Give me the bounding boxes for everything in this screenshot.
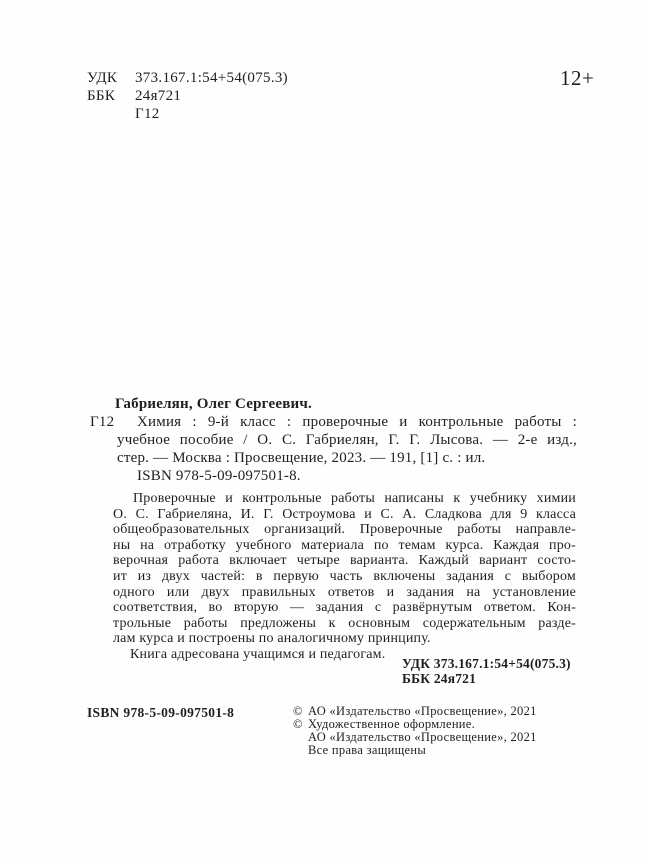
copyright-text: АО «Издательство «Просвещение», 2021 [308, 704, 537, 718]
catalog-code: Г12 [90, 414, 115, 430]
imprint-bbk: ББК 24я721 [402, 671, 477, 686]
annotation-line: соответствия, во вторую — задания с развёрнутым ответом. Кон- [113, 600, 576, 616]
annotation-line: верочная работа включает четыре варианта. Каждый вариант состо- [113, 553, 576, 569]
copyright-symbol: © [293, 717, 303, 731]
catalog-card-block [90, 395, 577, 485]
annotation-line: лам курса и построены по аналогичному принципу. [113, 631, 431, 647]
footer-isbn: ISBN 978-5-09-097501-8 [87, 705, 235, 720]
copyright-block [293, 705, 537, 757]
annotation-line: общеобразовательных организаций. Проверочные работы направле- [113, 522, 576, 538]
copyright-symbol: © [293, 704, 303, 718]
bbk-row [87, 87, 288, 105]
bibliographic-description [90, 413, 577, 485]
copyright-line [293, 744, 537, 757]
copyright-text: Художественное оформление. [308, 717, 476, 731]
bbk-label: ББК [87, 88, 116, 104]
imprint-codes-block [402, 656, 571, 686]
author-code-row [87, 105, 288, 123]
copyright-text: Все права защищены [308, 743, 427, 757]
udk-value: 373.167.1:54+54(075.3) [135, 70, 288, 86]
bib-line: учебное пособие / О. С. Габриелян, Г. Г. Лысова. — 2-е изд., [117, 432, 577, 448]
author-code-value: Г12 [135, 106, 160, 122]
udk-label: УДК [87, 70, 118, 86]
bib-line: стер. — Москва : Просвещение, 2023. — 191, [1] с. : ил. [117, 450, 486, 466]
author-line: Габриелян, Олег Сергеевич. [115, 396, 312, 412]
copyright-text: АО «Издательство «Просвещение», 2021 [308, 730, 537, 744]
annotation-line: ны на отработку учебного материала по темам курса. Каждая про- [113, 537, 576, 553]
bib-line: Химия : 9-й класс : проверочные и контрольные работы : [137, 414, 577, 430]
bbk-value: 24я721 [135, 88, 182, 104]
annotation-closing-line: Книга адресована учащимся и педагогам. [130, 646, 386, 662]
annotation-line: трольные работы предложены к основным содержательным разде- [113, 615, 576, 631]
annotation-paragraph [113, 491, 576, 663]
catalog-isbn-line: ISBN 978-5-09-097501-8. [137, 468, 301, 484]
annotation-line: Проверочные и контрольные работы написаны к учебнику химии [133, 491, 576, 506]
age-rating-badge: 12+ [560, 66, 595, 90]
top-classification-block [87, 69, 288, 123]
udk-row [87, 69, 288, 87]
imprint-udk: УДК 373.167.1:54+54(075.3) [402, 656, 571, 671]
annotation-line: ит из двух частей: в первую часть включены задания с выбором [113, 568, 576, 584]
annotation-line: одного или двух правильных ответов и задания на установление [113, 584, 576, 600]
annotation-line: О. С. Габриеляна, И. Г. Остроумова и С. А. Сладкова для 9 класса [113, 506, 576, 522]
